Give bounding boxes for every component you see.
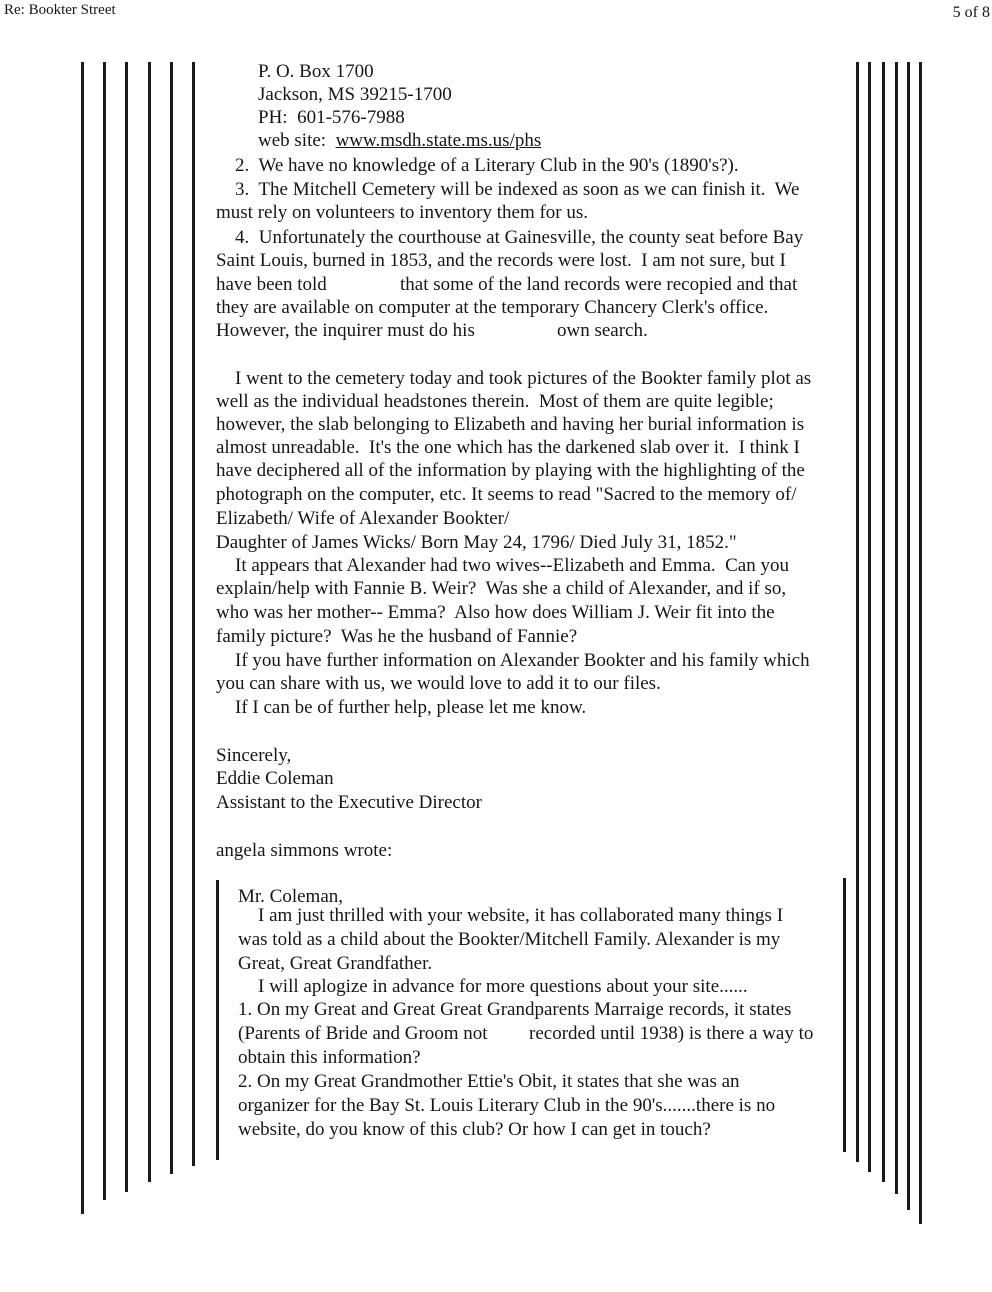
quote-line-10: website, do you know of this club? Or how I can get in touch? <box>238 1119 711 1140</box>
body-p1-line-4: almost unreadable. It's the one which has the darkened slab over it. I think I <box>216 437 800 458</box>
body-p2-line-4: family picture? Was he the husband of Fannie? <box>216 626 578 647</box>
body-p3-line-1: If you have further information on Alexander Bookter and his family which <box>235 650 810 671</box>
website-link[interactable]: www.msdh.state.ms.us/phs <box>335 130 542 151</box>
signature-closing: Sincerely, <box>216 745 292 766</box>
body-p1-line-8: Daughter of James Wicks/ Born May 24, 1796/ Died July 31, 1852." <box>216 532 737 553</box>
quote-line-5: 1. On my Great and Great Great Grandparents Marraige records, it states <box>238 999 792 1020</box>
item-4-line-4: they are available on computer at the temporary Chancery Clerk's office. <box>216 297 769 318</box>
quote-line-2: was told as a child about the Bookter/Mitchell Family. Alexander is my <box>238 929 781 950</box>
quote-bar-right-2 <box>856 62 859 1162</box>
quote-bar-right-7 <box>919 62 922 1224</box>
item-3-line-1: 3. The Mitchell Cemetery will be indexed as soon as we can finish it. We <box>235 179 800 200</box>
email-header-subject: Re: Bookter Street <box>4 2 116 18</box>
item-4-line-1: 4. Unfortunately the courthouse at Gainesville, the county seat before Bay <box>235 227 804 248</box>
item-4-line-3a: have been told <box>216 274 327 295</box>
body-p2-line-1: It appears that Alexander had two wives--Elizabeth and Emma. Can you <box>235 555 789 576</box>
quote-bar-left-2 <box>103 62 106 1200</box>
quote-bar-right-3 <box>868 62 871 1172</box>
body-p1-line-7: Elizabeth/ Wife of Alexander Bookter/ <box>216 508 510 529</box>
quote-bar-right-5 <box>895 62 898 1194</box>
address-city: Jackson, MS 39215-1700 <box>258 84 452 105</box>
quote-intro: angela simmons wrote: <box>216 840 393 861</box>
quote-bar-left-4 <box>148 62 151 1182</box>
item-4-line-2: Saint Louis, burned in 1853, and the records were lost. I am not sure, but I <box>216 250 786 271</box>
signature-title: Assistant to the Executive Director <box>216 792 482 813</box>
quote-bar-right-1 <box>843 878 846 1152</box>
body-p3-line-2: you can share with us, we would love to add it to our files. <box>216 673 661 694</box>
quote-bar-left-6 <box>192 62 195 1166</box>
quote-bar-left-1 <box>81 62 84 1214</box>
quote-line-8: 2. On my Great Grandmother Ettie's Obit, it states that she was an <box>238 1071 740 1092</box>
body-p1-line-6: photograph on the computer, etc. It seems to read "Sacred to the memory of/ <box>216 484 797 505</box>
quote-greeting: Mr. Coleman, <box>238 886 344 907</box>
quote-bar-right-6 <box>907 62 910 1210</box>
quote-line-9: organizer for the Bay St. Louis Literary Club in the 90's.......there is no <box>238 1095 776 1116</box>
body-p1-line-5: have deciphered all of the information by playing with the highlighting of the <box>216 460 805 481</box>
quote-line-1: I am just thrilled with your website, it has collaborated many things I <box>258 905 784 926</box>
body-p2-line-3: who was her mother-- Emma? Also how does William J. Weir fit into the <box>216 602 775 623</box>
item-4-line-5b: own search. <box>557 320 648 341</box>
quote-bar-left-5 <box>170 62 173 1174</box>
address-website <box>258 130 541 152</box>
quote-bar-left-3 <box>125 62 128 1192</box>
item-3-line-2: must rely on volunteers to inventory them for us. <box>216 202 589 223</box>
quote-line-3: Great, Great Grandfather. <box>238 953 433 974</box>
body-p1-line-2: well as the individual headstones therein. Most of them are quite legible; <box>216 391 774 412</box>
signature-name: Eddie Coleman <box>216 768 334 789</box>
page-number: 5 of 8 <box>952 4 990 21</box>
body-p4: If I can be of further help, please let me know. <box>235 697 587 718</box>
item-4-line-3b: that some of the land records were recopied and that <box>400 274 798 295</box>
body-p2-line-2: explain/help with Fannie B. Weir? Was she a child of Alexander, and if so, <box>216 578 787 599</box>
address-phone: PH: 601-576-7988 <box>258 107 405 128</box>
website-label: web site: <box>258 130 336 151</box>
quote-line-7: obtain this information? <box>238 1047 421 1068</box>
item-2: 2. We have no knowledge of a Literary Club in the 90's (1890's?). <box>235 155 739 176</box>
body-p1-line-3: however, the slab belonging to Elizabeth and having her burial information is <box>216 414 805 435</box>
item-4-line-5a: However, the inquirer must do his <box>216 320 475 341</box>
body-p1-line-1: I went to the cemetery today and took pictures of the Bookter family plot as <box>235 368 812 389</box>
quote-bar-left-7 <box>216 880 219 1160</box>
quote-line-4: I will aplogize in advance for more questions about your site...... <box>258 976 748 997</box>
address-po-box: P. O. Box 1700 <box>258 61 374 82</box>
quote-line-6b: recorded until 1938) is there a way to <box>529 1023 814 1044</box>
quote-line-6a: (Parents of Bride and Groom not <box>238 1023 488 1044</box>
quote-bar-right-4 <box>882 62 885 1182</box>
